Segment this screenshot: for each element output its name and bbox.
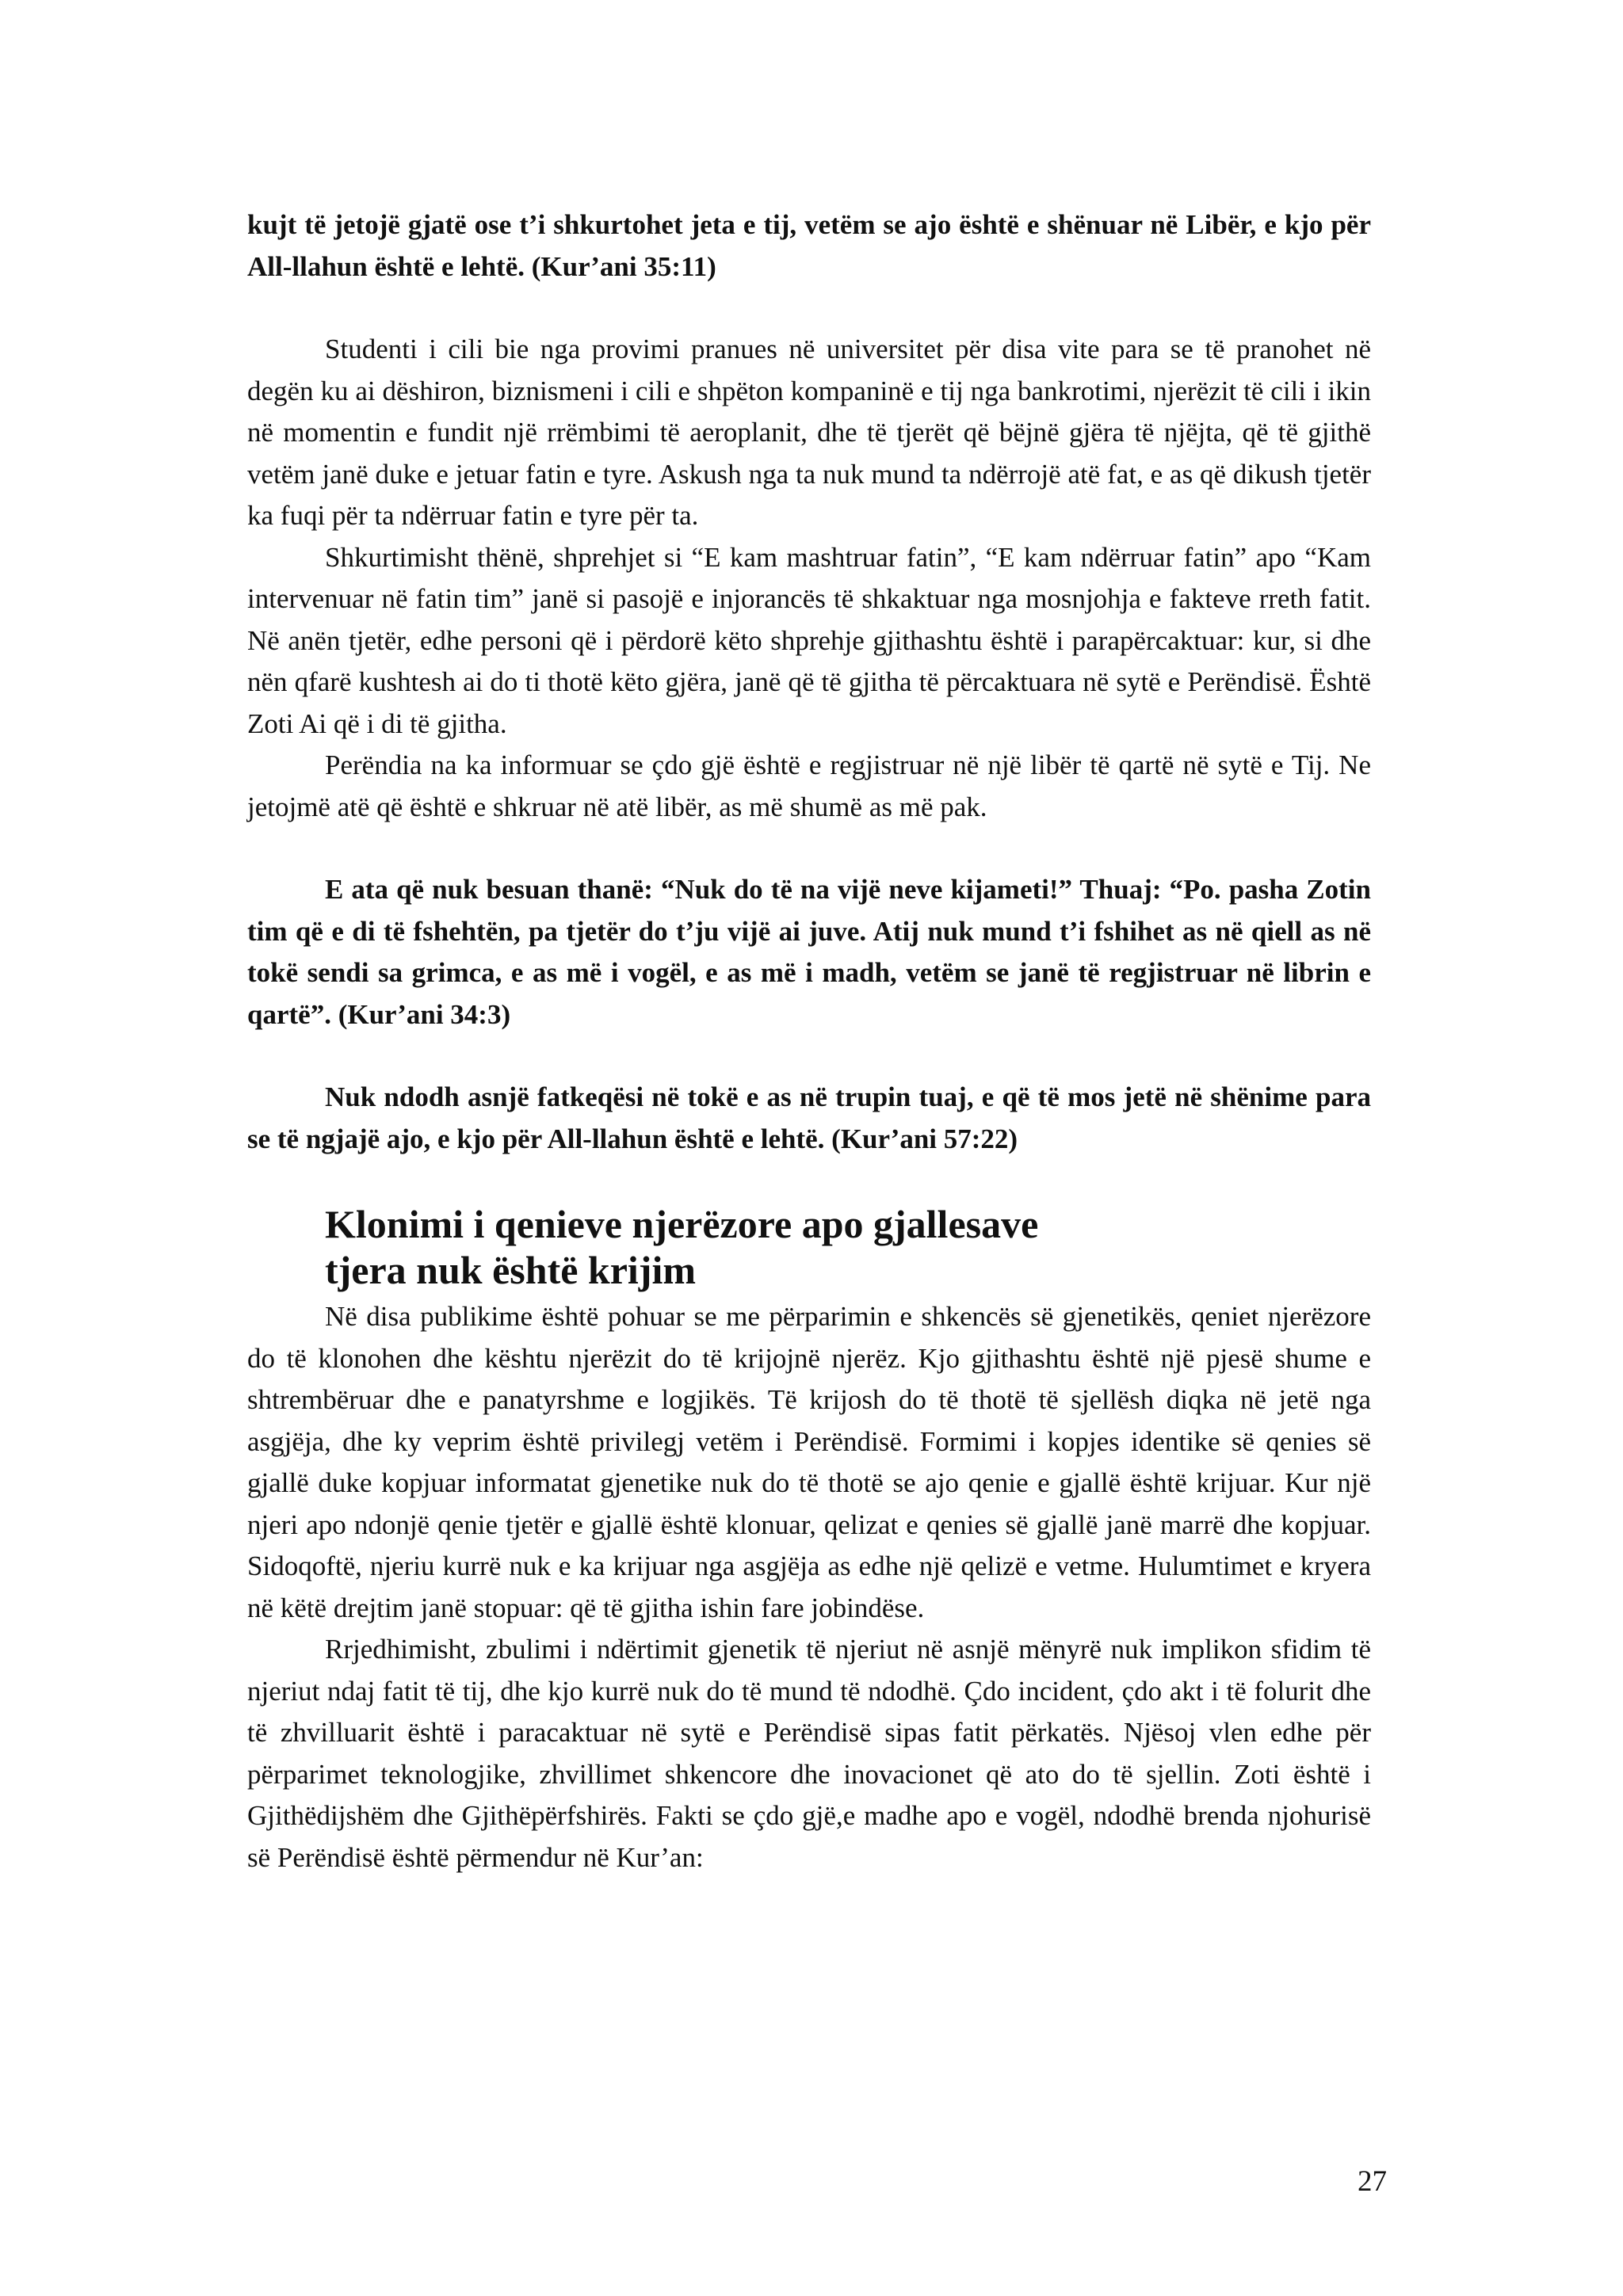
body-paragraph: Rrjedhimisht, zbulimi i ndërtimit gjenetik të njeriut në asnjë mënyrë nuk implikon sfidim të njeriut ndaj fatit të tij, dhe kjo kurrë nuk do të mund të ndodhë. Çdo incident, çdo akt i të folurit dhe të zhvilluarit është i paracaktuar në sytë e Perëndisë sipas fatit përkatës. Njësoj vlen edhe për përparimet teknologjike, zhvillimet shkencore dhe inovacionet që ato do të sjellin. Zoti është i Gjithëdijshëm dhe Gjithëpërfshirës. Fakti se çdo gjë,e madhe apo e vogël, ndodhë brenda njohurisë së Perëndisë është përmendur në Kur’an: <box>247 1634 1371 1873</box>
section-heading-line: Klonimi i qenieve njerëzore apo gjallesave <box>325 1202 1039 1246</box>
quran-quote: E ata që nuk besuan thanë: “Nuk do të na vijë neve kijameti!” Thuaj: “Po. pasha Zotin tim që e di të fshehtën, pa tjetër do t’ju vijë ai juve. Atij nuk mund t’i fshihet as në qiell as në tokë sendi sa grimca, e as më i vogël, e as më i madh, vetëm se janë të regjistruar në librin e qartë”. (Kur’ani 34:3) <box>247 874 1371 1030</box>
page-number: 27 <box>1358 2165 1387 2198</box>
quran-quote: Nuk ndodh asnjë fatkeqësi në tokë e as në trupin tuaj, e që të mos jetë në shënime para se të ngjajë ajo, e kjo për All-llahun është e lehtë. (Kur’ani 57:22) <box>247 1081 1371 1154</box>
section-heading <box>325 1201 1371 1293</box>
body-paragraph: Perëndia na ka informuar se çdo gjë është e regjistruar në një libër të qartë në sytë e Tij. Ne jetojmë atë që është e shkruar në atë libër, as më shumë as më pak. <box>247 749 1371 822</box>
document-page <box>247 204 1371 1878</box>
quran-quote-continuation: kujt të jetojë gjatë ose t’i shkurtohet jeta e tij, vetëm se ajo është e shënuar në Libër, e kjo për All-llahun është e lehtë. (Kur’ani 35:11) <box>247 209 1371 282</box>
section-heading-line: tjera nuk është krijim <box>325 1248 696 1292</box>
body-paragraph: Studenti i cili bie nga provimi pranues në universitet për disa vite para se të pranohet në degën ku ai dëshiron, biznismeni i cili e shpëton kompaninë e tij nga bankrotimi, njerëzit të cili i ikin në momentin e fundit një rrëmbimi të aeroplanit, dhe të tjerët që bëjnë gjëra të njëjta, që të gjithë vetëm janë duke e jetuar fatin e tyre. Askush nga ta nuk mund ta ndërrojë atë fat, e as që dikush tjetër ka fuqi për ta ndërruar fatin e tyre për ta. <box>247 334 1371 531</box>
body-paragraph: Në disa publikime është pohuar se me përparimin e shkencës së gjenetikës, qeniet njerëzore do të klonohen dhe kështu njerëzit do të krijojnë njerëz. Kjo gjithashtu është një pjesë shume e shtrembëruar dhe e panatyrshme e logjikës. Të krijosh do të thotë të sjellësh diqka në jetë nga asgjëja, dhe ky veprim është privilegj vetëm i Perëndisë. Formimi i kopjes identike së qenies së gjallë duke kopjuar informatat gjenetike nuk do të thotë se ajo qenie e gjallë është krijuar. Kur një njeri apo ndonjë qenie tjetër e gjallë është klonuar, qelizat e qenies së gjallë janë marrë dhe kopjuar. Sidoqoftë, njeriu kurrë nuk e ka krijuar nga asgjëja as edhe një qelizë e vetme. Hulumtimet e kryera në këtë drejtim janë stopuar: që të gjitha ishin fare jobindëse. <box>247 1301 1371 1623</box>
body-paragraph: Shkurtimisht thënë, shprehjet si “E kam mashtruar fatin”, “E kam ndërruar fatin” apo “Kam intervenuar në fatin tim” janë si pasojë e injorancës të shkaktuar nga mosnjohja e fakteve rreth fatit. Në anën tjetër, edhe personi që i përdorë këto shprehje gjithashtu është i parapërcaktuar: kur, si dhe nën qfarë kushtesh ai do ti thotë këto gjëra, janë që të gjitha të përcaktuara në sytë e Perëndisë. Është Zoti Ai që i di të gjitha. <box>247 541 1371 739</box>
